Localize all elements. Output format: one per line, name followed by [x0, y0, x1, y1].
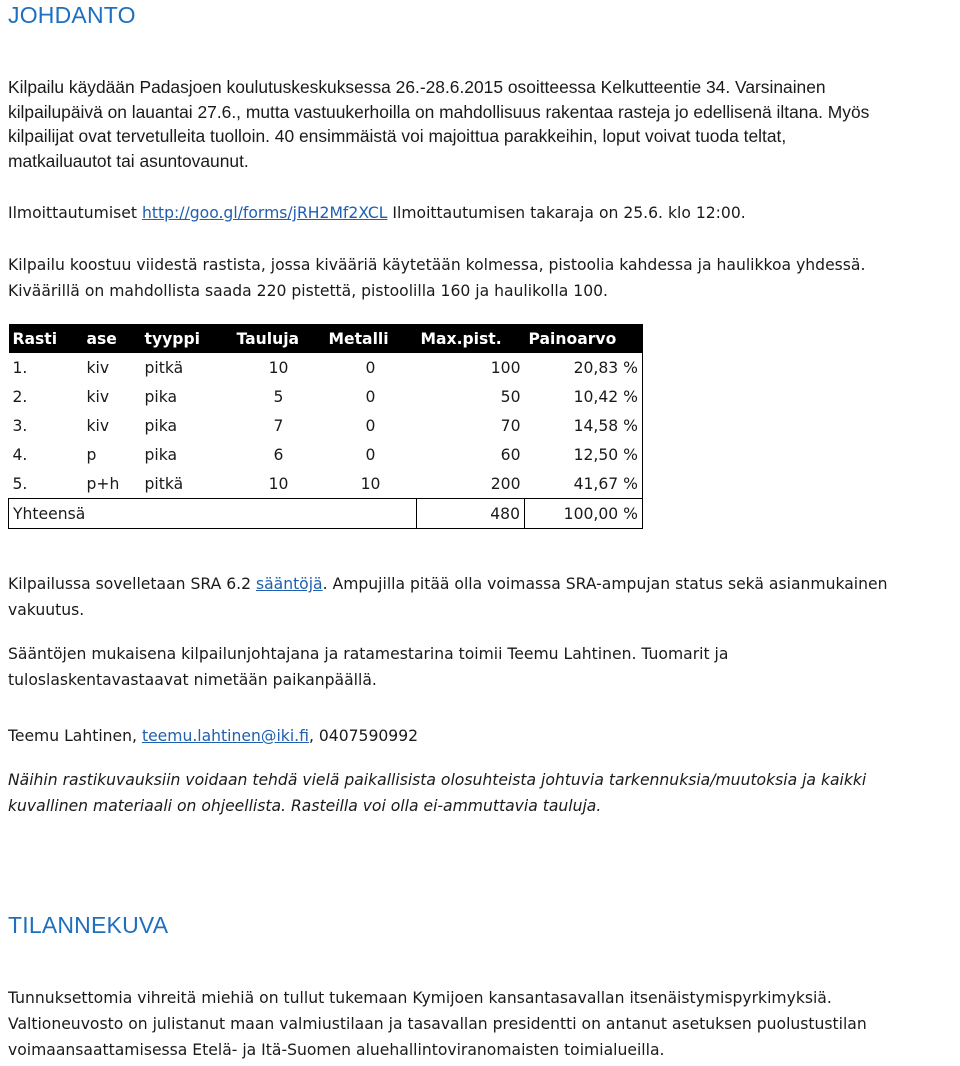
contact-name: Teemu Lahtinen, [8, 727, 142, 745]
col-maxpist: Max.pist. [417, 324, 525, 353]
cell-ase: p [86, 445, 97, 464]
table-row [9, 469, 643, 499]
officials-line-2: tuloslaskentavastaavat nimetään paikanpäällä. [8, 671, 377, 689]
rules-paragraph [8, 571, 953, 623]
cell-metalli: 0 [365, 387, 376, 406]
rules-pre: Kilpailussa sovelletaan SRA 6.2 [8, 575, 256, 593]
col-tyyppi: tyyppi [141, 324, 233, 353]
cell-rasti: 1. [12, 358, 28, 377]
contact-line [8, 723, 953, 749]
cell-rasti: 4. [12, 445, 28, 464]
cell-maxpist: 100 [490, 358, 521, 377]
contact-phone: , 0407590992 [308, 727, 419, 745]
contact-email-link[interactable]: teemu.lahtinen@iki.fi [141, 727, 309, 745]
heading-johdanto: JOHDANTO [8, 2, 136, 28]
situation-line-1: Tunnuksettomia vihreitä miehiä on tullut tukemaan Kymijoen kansantasavallan itsenäistymispyrkimyksiä. [8, 989, 832, 1007]
note-line-1: Näihin rastikuvauksiin voidaan tehdä vielä paikallisista olosuhteista johtuvia tarkennuksia/muutoksia ja kaikki [8, 771, 867, 789]
cell-ase: kiv [86, 416, 110, 435]
cell-total-label: Yhteensä [9, 499, 417, 529]
cell-metalli: 0 [365, 358, 376, 377]
intro-paragraph [8, 75, 953, 173]
cell-maxpist: 70 [500, 416, 521, 435]
registration-prefix: Ilmoittautumiset [8, 204, 142, 222]
col-tauluja: Tauluja [233, 324, 325, 353]
cell-painoarvo: 20,83 % [525, 353, 643, 382]
table-total-row [9, 499, 643, 529]
cell-painoarvo: 41,67 % [525, 469, 643, 499]
cell-painoarvo: 10,42 % [525, 382, 643, 411]
registration-suffix: Ilmoittautumisen takaraja on 25.6. klo 12:00. [387, 204, 746, 222]
table-row [9, 411, 643, 440]
cell-ase: p+h [86, 474, 120, 493]
cell-metalli: 0 [365, 416, 376, 435]
table-header-row [9, 324, 643, 353]
rules-post: . Ampujilla pitää olla voimassa SRA-ampujan status sekä asianmukainen [322, 575, 888, 593]
cell-tyyppi: pika [144, 416, 178, 435]
cell-tyyppi: pika [144, 387, 178, 406]
col-ase: ase [83, 324, 141, 353]
table-row [9, 382, 643, 411]
cell-metalli: 0 [365, 445, 376, 464]
cell-ase: kiv [86, 387, 110, 406]
col-rasti: Rasti [9, 324, 83, 353]
cell-tyyppi: pitkä [144, 358, 184, 377]
cell-rasti: 5. [12, 474, 28, 493]
col-metalli: Metalli [325, 324, 417, 353]
stage-table [8, 324, 643, 529]
cell-total-weight: 100,00 % [525, 499, 643, 529]
heading-tilannekuva: TILANNEKUVA [8, 912, 169, 938]
registration-paragraph [8, 200, 953, 226]
cell-tyyppi: pitkä [144, 474, 184, 493]
cell-maxpist: 50 [500, 387, 521, 406]
cell-tauluja: 6 [273, 445, 284, 464]
cell-maxpist: 200 [490, 474, 521, 493]
table-row [9, 353, 643, 382]
situation-line-3: voimaansaattamisessa Etelä- ja Itä-Suomen aluehallintoviranomaisten toimialueilla. [8, 1041, 665, 1059]
cell-tauluja: 10 [268, 474, 289, 493]
cell-rasti: 2. [12, 387, 28, 406]
intro-line-4: matkailuautot tai asuntovaunut. [8, 150, 249, 171]
col-painoarvo: Painoarvo [525, 324, 643, 353]
cell-tauluja: 5 [273, 387, 284, 406]
cell-total-max: 480 [417, 499, 525, 529]
cell-tyyppi: pika [144, 445, 178, 464]
cell-ase: kiv [86, 358, 110, 377]
intro-line-3: kilpailijat ovat tervetulleita tuolloin. 40 ensimmäistä voi majoittua parakkeihin, loput voivat tuoda teltat, [8, 126, 787, 146]
cell-painoarvo: 14,58 % [525, 411, 643, 440]
composition-paragraph [8, 252, 953, 304]
composition-line-1: Kilpailu koostuu viidestä rastista, jossa kivääriä käytetään kolmessa, pistoolia kahdessa ja haulikkoa yhdessä. [8, 256, 866, 274]
rules-link[interactable]: sääntöjä [255, 575, 323, 593]
registration-link[interactable]: http://goo.gl/forms/jRH2Mf2XCL [141, 204, 388, 222]
note-line-2: kuvallinen materiaali on ohjeellista. Rasteilla voi olla ei-ammuttavia tauluja. [8, 797, 602, 815]
cell-painoarvo: 12,50 % [525, 440, 643, 469]
cell-maxpist: 60 [500, 445, 521, 464]
note-paragraph [8, 767, 953, 819]
intro-line-1: Kilpailu käydään Padasjoen koulutuskeskuksessa 26.-28.6.2015 osoitteessa Kelkutteentie 34. Varsinainen [8, 77, 826, 97]
intro-line-2: kilpailupäivä on lauantai 27.6., mutta vastuukerhoilla on mahdollisuus rakentaa rasteja jo edellisenä iltana. Myös [8, 101, 870, 122]
officials-paragraph [8, 641, 953, 693]
officials-line-1: Sääntöjen mukaisena kilpailunjohtajana ja ratamestarina toimii Teemu Lahtinen. Tuomarit ja [8, 645, 729, 663]
cell-tauluja: 7 [273, 416, 284, 435]
cell-metalli: 10 [360, 474, 381, 493]
cell-rasti: 3. [12, 416, 28, 435]
situation-line-2: Valtioneuvosto on julistanut maan valmiustilaan ja tasavallan presidentti on antanut asetuksen puolustustilan [8, 1015, 867, 1033]
table-row [9, 440, 643, 469]
situation-paragraph [8, 985, 953, 1063]
composition-line-2: Kiväärillä on mahdollista saada 220 pistettä, pistoolilla 160 ja haulikolla 100. [8, 282, 609, 300]
cell-tauluja: 10 [268, 358, 289, 377]
rules-line-2: vakuutus. [8, 601, 85, 619]
